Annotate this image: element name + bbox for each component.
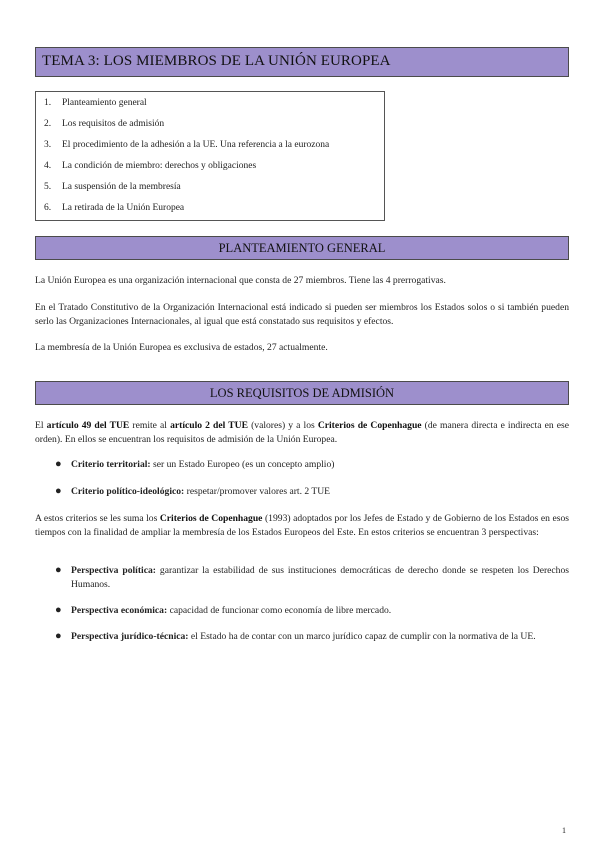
bullet-item	[55, 604, 569, 618]
bullet-label: Perspectiva económica:	[71, 605, 168, 616]
bullet-label: Perspectiva jurídico-técnica:	[71, 631, 189, 642]
toc-text: La retirada de la Unión Europea	[62, 203, 185, 213]
bold-run: Criterios de Copenhague	[317, 420, 422, 431]
toc-text: Los requisitos de admisión	[62, 119, 165, 129]
bullet-body: capacidad de funcionar como economía de libre mercado.	[167, 605, 392, 616]
toc-item	[44, 161, 384, 182]
section-heading-requisitos: LOS REQUISITOS DE ADMISIÓN	[35, 381, 569, 405]
bullet-label: Perspectiva política:	[71, 565, 156, 576]
paragraph-articulo	[35, 419, 569, 446]
bullet-label: Criterio territorial:	[71, 459, 151, 470]
bullet-text	[71, 604, 569, 618]
bullet-body: ser un Estado Europeo (es un concepto amplio)	[150, 459, 335, 470]
paragraph-intro: La Unión Europea es una organización internacional que consta de 27 miembros. Tiene las 4 prerrogativas.	[35, 275, 446, 286]
text-run: (1993) adoptados por los Jefes de Estado y de Gobierno de los Estados en esos tiempos con la finalidad de ampliar la membresía de los Estados Europeos del Este. En estos criterios se encuentran 3 perspectivas:	[35, 513, 570, 538]
bold-run: artículo 49 del TUE	[46, 420, 130, 431]
bullet-body: garantizar la estabilidad de sus instituciones democráticas de derecho donde se respeten los Derechos Humanos.	[71, 565, 569, 590]
bold-run: artículo 2 del TUE	[170, 420, 248, 431]
bullet-icon: ●	[55, 485, 62, 497]
bold-run: Criterios de Copenhague	[159, 513, 263, 524]
text-run: remite al	[129, 420, 171, 431]
bullet-item	[55, 564, 569, 591]
page-title: TEMA 3: LOS MIEMBROS DE LA UNIÓN EUROPEA	[35, 47, 569, 77]
toc-number: 3.	[44, 140, 52, 150]
bullet-item	[55, 630, 569, 644]
bullet-body: el Estado ha de contar con un marco jurídico capaz de cumplir con la normativa de la UE.	[188, 631, 536, 642]
bullet-icon: ●	[55, 458, 62, 470]
toc-text: Planteamiento general	[62, 98, 147, 108]
paragraph-tratado: En el Tratado Constitutivo de la Organización Internacional está indicado si pueden ser miembros los Estados solos o si también pueden serlo las Organizaciones Internacionales, al igual que está constatado sus requisitos y efectos.	[35, 302, 569, 327]
text-run: (de manera directa e indirecta en ese orden). En ellos se encuentran los requisitos de admisión de la Unión Europea.	[35, 420, 569, 445]
toc-text: La condición de miembro: derechos y obligaciones	[62, 161, 257, 171]
toc-text: El procedimiento de la adhesión a la UE. Una referencia a la eurozona	[62, 140, 330, 150]
toc-text: La suspensión de la membresía	[62, 182, 181, 192]
bullet-label: Criterio político-ideológico:	[71, 486, 185, 497]
bullet-text	[71, 630, 569, 644]
toc-number: 6.	[44, 203, 52, 213]
paragraph-copenhague	[35, 512, 569, 539]
bullet-icon: ●	[55, 630, 62, 642]
toc-item	[44, 140, 384, 161]
bullet-text	[71, 564, 569, 591]
text-run: (valores) y a los	[247, 420, 318, 431]
toc-number: 5.	[44, 182, 52, 192]
section-heading-planteamiento: PLANTEAMIENTO GENERAL	[35, 236, 569, 260]
paragraph-membresia: La membresía de la Unión Europea es exclusiva de estados, 27 actualmente.	[35, 342, 328, 353]
table-of-contents	[35, 91, 385, 221]
bullet-body: respetar/promover valores art. 2 TUE	[184, 486, 331, 497]
toc-item	[44, 182, 384, 203]
text-run: A estos criterios se les suma los	[35, 513, 160, 524]
page-number: 1	[562, 826, 566, 835]
bullet-icon: ●	[55, 564, 62, 576]
bullet-item	[55, 485, 569, 499]
bullet-text	[71, 458, 569, 472]
toc-item	[44, 203, 384, 224]
bullet-item	[55, 458, 569, 472]
toc-number: 2.	[44, 119, 52, 129]
toc-number: 1.	[44, 98, 52, 108]
bullet-icon: ●	[55, 604, 62, 616]
toc-number: 4.	[44, 161, 52, 171]
toc-item	[44, 119, 384, 140]
bullet-text	[71, 485, 569, 499]
toc-item	[44, 98, 384, 119]
text-run: El	[35, 420, 47, 431]
